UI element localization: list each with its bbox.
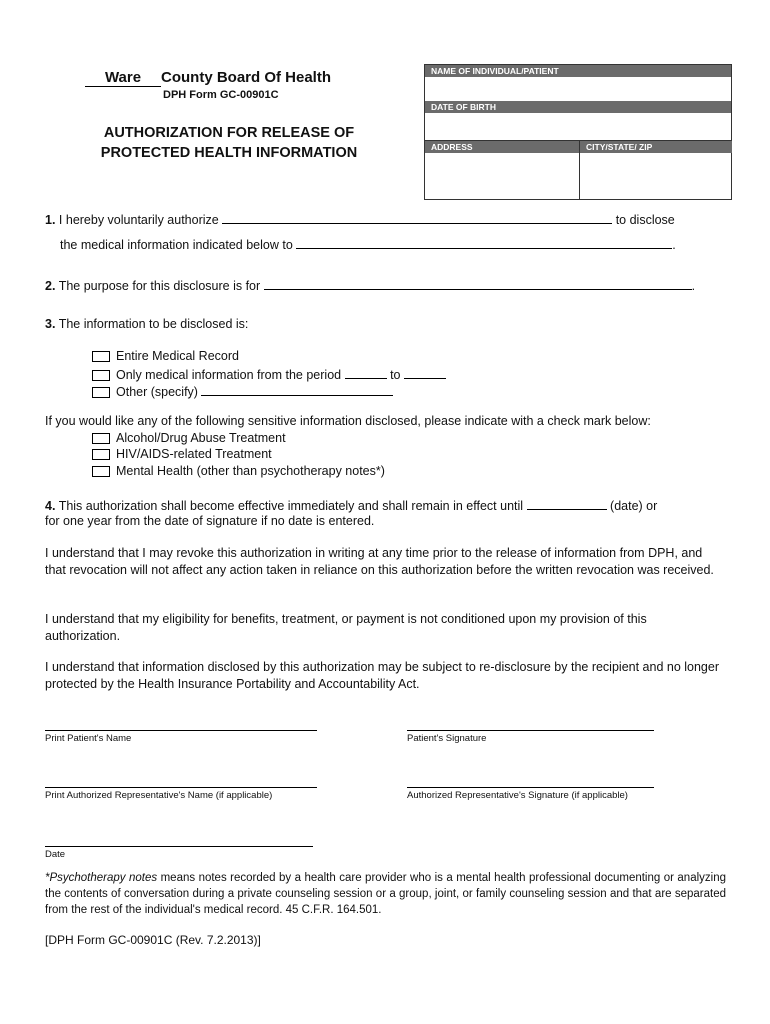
county-name-field[interactable]: Ware — [85, 70, 161, 87]
patient-name-field[interactable] — [425, 77, 731, 101]
section-1-text: the medical information indicated below to — [60, 238, 293, 252]
option-label: to — [390, 368, 401, 382]
checkbox[interactable] — [92, 387, 110, 398]
period: . — [691, 279, 696, 293]
county-board-heading — [85, 69, 331, 87]
print-patient-name-label: Print Patient's Name — [45, 733, 132, 744]
print-patient-name-line[interactable] — [45, 730, 317, 731]
option-label: Entire Medical Record — [116, 349, 239, 363]
section-1-line-2 — [60, 236, 676, 252]
option-mental-health — [92, 464, 385, 478]
form-number: DPH Form GC-00901C — [163, 89, 279, 101]
redisclosure-paragraph: I understand that information disclosed by this authorization may be subject to re-disclosure by the recipient and no longer protected by the Health Insurance Portability and Accountability Act. — [45, 660, 719, 691]
patient-signature-line[interactable] — [407, 730, 654, 731]
section-number: 1. — [45, 213, 56, 227]
dob-label: DATE OF BIRTH — [425, 101, 731, 113]
option-period — [92, 366, 446, 382]
revoke-paragraph: I understand that I may revoke this authorization in writing at any time prior to the release of information from DPH, and that revocation will not affect any action taken in reliance on this authorization before the written revocation was received. — [45, 546, 714, 577]
date-line[interactable] — [45, 846, 313, 847]
city-label: CITY/STATE/ ZIP — [580, 141, 732, 153]
checkbox[interactable] — [92, 449, 110, 460]
authorized-party-field[interactable] — [222, 211, 612, 224]
section-number: 2. — [45, 279, 56, 293]
option-hiv — [92, 447, 272, 461]
expiry-date-field[interactable] — [527, 497, 607, 510]
section-4-text: This authorization shall become effective immediately and shall remain in effect until — [58, 499, 524, 513]
psychotherapy-footnote — [45, 870, 726, 918]
option-label: Only medical information from the period — [116, 368, 342, 382]
option-label: Mental Health (other than psychotherapy notes*) — [116, 464, 385, 478]
option-entire-record — [92, 349, 239, 363]
section-2 — [45, 277, 695, 293]
page-title — [74, 123, 384, 163]
option-label: Alcohol/Drug Abuse Treatment — [116, 431, 286, 445]
rep-signature-label: Authorized Representative's Signature (if applicable) — [407, 790, 628, 801]
option-other — [92, 383, 393, 399]
checkbox[interactable] — [92, 351, 110, 362]
checkbox[interactable] — [92, 433, 110, 444]
option-label: Other (specify) — [116, 385, 198, 399]
dob-field[interactable] — [425, 113, 731, 140]
section-number: 4. — [45, 499, 56, 513]
eligibility-paragraph: I understand that my eligibility for benefits, treatment, or payment is not conditioned upon my provision of this authorization. — [45, 612, 647, 643]
checkbox[interactable] — [92, 370, 110, 381]
section-number: 3. — [45, 317, 56, 331]
print-rep-name-line[interactable] — [45, 787, 317, 788]
title-line-1: AUTHORIZATION FOR RELEASE OF — [103, 125, 355, 141]
section-3 — [45, 317, 248, 331]
footnote-term: *Psychotherapy notes — [45, 872, 158, 884]
recipient-field[interactable] — [296, 236, 672, 249]
address-label: ADDRESS — [425, 141, 579, 153]
section-4-line-2: for one year from the date of signature if no date is entered. — [45, 514, 375, 528]
name-label: NAME OF INDIVIDUAL/PATIENT — [425, 65, 731, 77]
section-3-text: The information to be disclosed is: — [58, 317, 249, 331]
title-line-2: PROTECTED HEALTH INFORMATION — [100, 145, 358, 161]
period: . — [672, 238, 676, 252]
period-to-field[interactable] — [404, 366, 446, 379]
option-alcohol — [92, 431, 286, 445]
patient-signature-label: Patient's Signature — [407, 733, 487, 744]
city-state-zip-field[interactable] — [580, 153, 732, 199]
print-rep-name-label: Print Authorized Representative's Name (if applicable) — [45, 790, 273, 801]
checkbox[interactable] — [92, 466, 110, 477]
period-from-field[interactable] — [345, 366, 387, 379]
date-label: Date — [45, 849, 66, 860]
section-2-text: The purpose for this disclosure is for — [58, 279, 261, 293]
footnote-text: means notes recorded by a health care provider who is a mental health professional documenting or analyzing the contents of conversation during a private counseling session or a group, joint, or family counseling session and that are separated from the rest of the individual's medical record. 45 C.F.R. 164.501. — [45, 872, 727, 916]
patient-info-box — [424, 64, 732, 200]
address-field[interactable] — [425, 153, 579, 199]
section-1-text: to disclose — [615, 213, 675, 227]
form-revision: [DPH Form GC-00901C (Rev. 7.2.2013)] — [45, 933, 261, 947]
rep-signature-line[interactable] — [407, 787, 654, 788]
purpose-field[interactable] — [264, 277, 692, 290]
option-label: HIV/AIDS-related Treatment — [116, 447, 272, 461]
other-specify-field[interactable] — [201, 383, 393, 396]
section-1-line-1 — [45, 211, 675, 227]
sensitive-intro: If you would like any of the following sensitive information disclosed, please indicate with a check mark below: — [45, 414, 651, 428]
section-4-line-1 — [45, 497, 657, 513]
section-4-text: (date) or — [610, 499, 658, 513]
board-label: County Board Of Health — [161, 69, 332, 86]
section-1-text: I hereby voluntarily authorize — [58, 213, 219, 227]
